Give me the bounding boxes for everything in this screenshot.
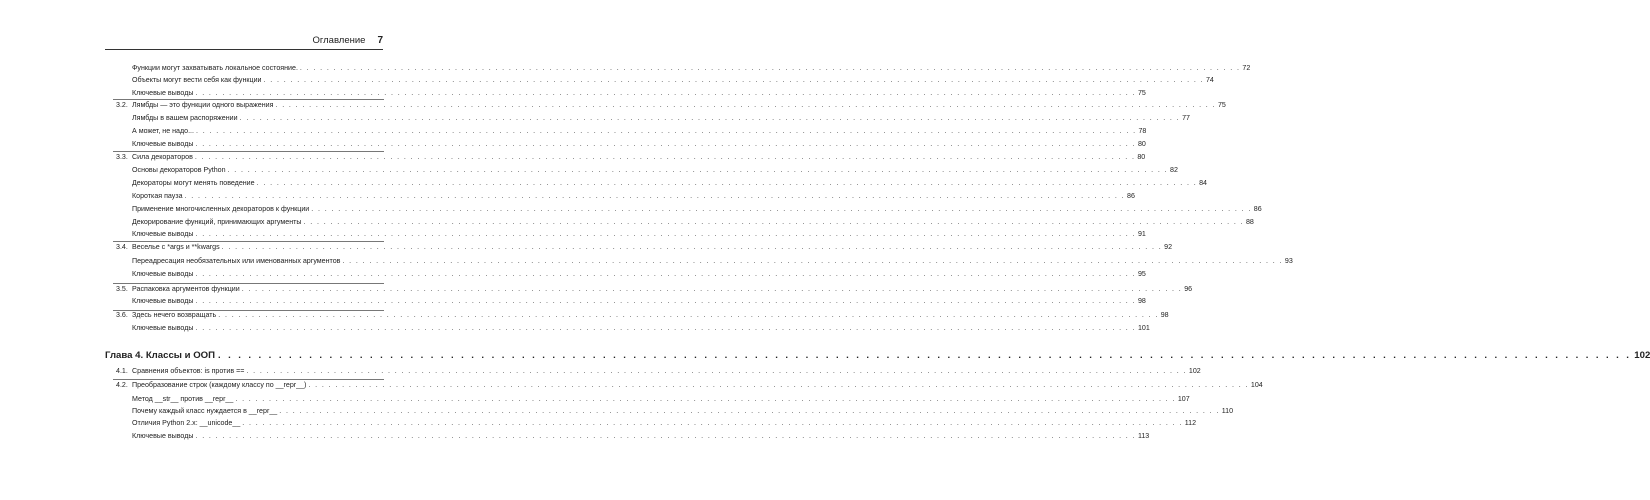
toc-leader-dots: . . . . . . . . . . . . . . . . . . . . . . . . . . . . . . . . . . . . . . . . . . . . . . . . . . . . . . . . . . . . . . . . . . . . . . . . . . . . . . . . . . . . . . . . . . . . . . . . . . . . . . . . . . . . . . . . . . . . . . . . . . . . . . . . . . . . . . . . . . . . [303,218,1244,226]
toc-entry-label: Основы декораторов Python [132,166,226,174]
toc-entry-label: Здесь нечего возвращать [132,311,217,319]
toc-leader-dots: . . . . . . . . . . . . . . . . . . . . . . . . . . . . . . . . . . . . . . . . . . . . . . . . . . . . . . . . . . . . . . . . . . . . . . . . . . . . . . . . . . . . . . . . . . . . . . . . . . . . . . . . . . . . . . . . . . . . . . . . . . . . . . . . . . . . . . . . . . . . [218,311,1159,319]
toc-separator [113,379,384,380]
toc-entry-label: Ключевые выводы [132,432,194,440]
toc-entry-page: 77 [1182,114,1190,122]
toc-entry-page: 113 [1137,432,1150,440]
toc-entry [132,165,1178,175]
toc-entry [116,100,1226,110]
toc-leader-dots: . . . . . . . . . . . . . . . . . . . . . . . . . . . . . . . . . . . . . . . . . . . . . . . . . . . . . . . . . . . . . . . . . . . . . . . . . . . . . . . . . . . . . . . . . . . . . . . . . . . . . . . . . . . . . . . . . . . . . . . . . . . . . . . . . . . . . . . . . . . . [195,297,1136,305]
toc-entry-number: 3.2. [116,101,128,109]
toc-entry-page: 72 [1242,64,1251,72]
toc-entry-page: 75 [1137,89,1146,97]
toc-leader-dots: . . . . . . . . . . . . . . . . . . . . . . . . . . . . . . . . . . . . . . . . . . . . . . . . . . . . . . . . . . . . . . . . . . . . . . . . . . . . . . . . . . . . . . . . . . . . . . . . . . . . . . . . . . . . . . . . . . . . . . . . . . . . . . . . . . . . . . . . . . . . [195,230,1136,238]
toc-entry-page: 93 [1284,257,1293,265]
toc-entry-label: Декораторы могут менять поведение [132,179,255,187]
toc-entry-page: 88 [1245,218,1254,226]
toc-entry [132,229,1146,239]
toc-entry-label: Метод __str__ против __repr__ [132,395,234,403]
toc-entry-label: Сравнения объектов: is против == [132,367,245,375]
chapter-heading [105,350,1650,361]
toc-leader-dots: . . . . . . . . . . . . . . . . . . . . . . . . . . . . . . . . . . . . . . . . . . . . . . . . . . . . . . . . . . . . . . . . . . . . . . . . . . . . . . . . . . . . . . . . . . . . . . . . . . . . . . . . . . . . . . . . . . . . . . . . . . . . . . . . . . . . . . . . . . . . [263,76,1204,84]
toc-entry-label: Ключевые выводы [132,89,194,97]
chapter-page: 102 [1634,350,1650,361]
toc-entry [116,152,1146,162]
toc-entry [116,310,1169,320]
toc-entry-page: 91 [1137,230,1146,238]
toc-entry-page: 86 [1253,205,1262,213]
toc-entry [132,139,1146,149]
toc-entry-page: 78 [1138,127,1147,135]
running-header-title: Оглавление [312,35,366,46]
toc-entry [132,126,1147,136]
toc-entry-label: Сила декораторов [132,153,193,161]
toc-leader-dots: . . . . . . . . . . . . . . . . . . . . . . . . . . . . . . . . . . . . . . . . . . . . . . . . . . . . . . . . . . . . . . . . . . . . . . . . . . . . . . . . . . . . . . . . . . . . . . . . . . . . . . . . . . . . . . . . . . . . . . . . . . . . . . . . . . . . . . . . . . . . [235,395,1176,403]
toc-entry [116,380,1263,390]
toc-leader-dots: . . . . . . . . . . . . . . . . . . . . . . . . . . . . . . . . . . . . . . . . . . . . . . . . . . . . . . . . . . . . . . . . . . . . . . . . . . . . . . . . . . . . . . . . . . . . . . . . . . . . . . . . . . . . . . . . . . . . . . . . . . . . . . . . . . . . . . . . . . . . [299,64,1241,72]
toc-entry-page: 80 [1137,153,1146,161]
toc-entry [132,191,1135,201]
toc-entry-label: Лямбды в вашем распоряжении [132,114,238,122]
toc-entry [132,323,1150,333]
toc-entry-page: 82 [1170,166,1178,174]
toc-entry-page: 96 [1184,285,1193,293]
toc-entry-number: 3.3. [116,153,128,161]
toc-entry-label: Преобразование строк (каждому классу по __repr__) [132,381,307,389]
toc-entry [132,178,1207,188]
toc-entry [132,431,1150,441]
toc-entry-page: 75 [1217,101,1226,109]
toc-entry-label: Декорирование функций, принимающих аргументы [132,218,302,226]
toc-entry-page: 102 [1188,367,1201,375]
toc-entry-page: 74 [1205,76,1214,84]
toc-leader-dots: . . . . . . . . . . . . . . . . . . . . . . . . . . . . . . . . . . . . . . . . . . . . . . . . . . . . . . . . . . . . . . . . . . . . . . . . . . . . . . . . . . . . . . . . . . . . . . . . . . . . . . . . . . . . . . . . . . . . . . . . . . . . . . . . . . . . . . . . . . . . [221,243,1163,251]
toc-separator [113,310,384,311]
toc-entry-label: Функции могут захватывать локальное состояние. [132,64,298,72]
toc-entry [132,256,1293,266]
toc-entry-label: Ключевые выводы [132,230,194,238]
toc-leader-dots: . . . . . . . . . . . . . . . . . . . . . . . . . . . . . . . . . . . . . . . . . . . . . . . . . . . . . . . . . . . . . . . . . . . . . . . . . . . . . . . . . . . . . . . . . . . . . . . . . . . . . . . . . . . . . . . . . . . . . . . . . . . . . . . . . . . . . . . . . . . . [195,432,1136,440]
toc-entry-number: 3.5. [116,285,128,293]
toc-entry [132,394,1190,404]
toc-entry-label: Отличия Python 2.x: __unicode__ [132,419,241,427]
toc-leader-dots: . . . . . . . . . . . . . . . . . . . . . . . . . . . . . . . . . . . . . . . . . . . . . . . . . . . . . . . . . . . . . . . . . . . . . . . . . . . . . . . . . . . . . . . . . . . . . . . . . . . . . . . . . . . . . . . . . . . . . . . . . . . . . . . . . . . . . . . . . . . . [196,127,1137,135]
toc-entry-page: 107 [1177,395,1190,403]
toc-leader-dots: . . . . . . . . . . . . . . . . . . . . . . . . . . . . . . . . . . . . . . . . . . . . . . . . . . . . . . . . . . . . . . . . . . . . . . . . . . . . . . . . . . . . . . . . . . . . . . . . . . . . . . . . . . . . . . . . . . . . . . . . . . . . . . . . . . . . . . . . . . . . [194,153,1136,161]
toc-leader-dots: . . . . . . . . . . . . . . . . . . . . . . . . . . . . . . . . . . . . . . . . . . . . . . . . . . . . . . . . . . . . . . . . . . . . . . . . . . . . . . . . . . . . . . . . . . . . . . . . . . . . . . . . . . . . . . . . . . . . . . . . . . . . . . . . . . . . . . . . . . . . [241,285,1183,293]
toc-leader-dots: . . . . . . . . . . . . . . . . . . . . . . . . . . . . . . . . . . . . . . . . . . . . . . . . . . . . . . . . . . . . . . . . . . . . . . . . . . . . . . . . . . . . . . . . . . . . . . . . . . . . . . . . . . . . . . . . . . . . . . . . . . . . . . . . . . . . . . . . . . . . [195,270,1136,278]
toc-leader-dots: . . . . . . . . . . . . . . . . . . . . . . . . . . . . . . . . . . . . . . . . . . . . . . . . . . . . . . . . . . . . . . . . . . . . . . . . . . . . . . . . . . . . . . . . . . . . . . . . . . . . . . . . . . . . . . . . . . . . . . . . . . . . . . . . . . . . . . . . . . . . [275,101,1216,109]
toc-entry [132,269,1146,279]
toc-entry [132,406,1234,416]
toc-entry-label: Применение многочисленных декораторов к функции [132,205,310,213]
toc-leader-dots: . . . . . . . . . . . . . . . . . . . . . . . . . . . . . . . . . . . . . . . . . . . . . . . . . . . . . . . . . . . . . . . . . . . . . . . . . . . . . . . . . . . . . . . . . . . . . . . . . . . . . . . . . . . . . . . . . . . . . . . . . . . . . . . . . . . . . . . . . . . . [342,257,1283,265]
toc-entry [132,88,1146,98]
toc-entry [116,284,1193,294]
toc-leader-dots: . . . . . . . . . . . . . . . . . . . . . . . . . . . . . . . . . . . . . . . . . . . . . . . . . . . . . . . . . . . . . . . . . . . . . . . . . . . . . . . . . . . . . . . . . . . . . . . . . . . . . . . . . . . . . . . . . . . . . . . . . . . . . . . . . . . . . . . . . . . . [195,89,1136,97]
toc-entry-page: 104 [1250,381,1263,389]
toc-leader-dots: . . . . . . . . . . . . . . . . . . . . . . . . . . . . . . . . . . . . . . . . . . . . . . . . . . . . . . . . . . . . . . . . . . . . . . . . . . . . . . . . . . . . . . . . . . . . . . . . . . . . . . . . . . . . . . . . . . . . . . . . . . . . . . . . . . . . . . . . . . . . [308,381,1249,389]
toc-entry [116,366,1201,376]
toc-entry-page: 84 [1199,179,1207,187]
toc-separator [113,99,384,100]
toc-separator [113,241,384,242]
toc-entry-label: Распаковка аргументов функции [132,285,240,293]
chapter-title: Глава 4. Классы и ООП [105,350,216,361]
toc-entry [132,113,1190,123]
toc-leader-dots: . . . . . . . . . . . . . . . . . . . . . . . . . . . . . . . . . . . . . . . . . . . . . . . . . . . . . . . . . . . . . . . . . . . . . . . . . . . . . . . . . . . . . . . . . . . . . . . . . . . . . . . . . . . . . . . . . . . . . . . . . . . . . . . . . . . . . . . . . . . . [256,179,1198,187]
toc-entry-label: Лямбды — это функции одного выражения [132,101,274,109]
toc-entry [132,217,1254,227]
toc-entry [132,204,1262,214]
toc-entry-label: Веселье с *args и **kwargs [132,243,220,251]
toc-leader-dots: . . . . . . . . . . . . . . . . . . . . . . . . . . . . . . . . . . . . . . . . . . . . . . . . . . . . . . . . . . . . . . . . . . . . . . . . . . . . . . . . . . . . . . . . . . . . . . . . . . . . . . . . . . . . . . . . . . . . . . . . . . . . . . . . . . . . . . . . . . . . [239,114,1181,122]
toc-entry-label: Ключевые выводы [132,324,194,332]
chapter-leader-dots: . . . . . . . . . . . . . . . . . . . . . . . . . . . . . . . . . . . . . . . . . . . . . . . . . . . . . . . . . . . . . . . . . . . . . . . . . . . . . . . . . . . . . . . . . . . . . . . . . . . . . . . . . . . . . . . . . . . . . . . . . . . . . . . . . . . . . . . . . . . . [218,350,1632,361]
running-header-page-number: 7 [377,35,383,46]
toc-separator [113,283,384,284]
toc-entry [132,296,1146,306]
toc-entry-label: Ключевые выводы [132,140,194,148]
toc-entry-label: Переадресация необязательных или именованных аргументов [132,257,341,265]
toc-entry-label: Почему каждый класс нуждается в __repr__ [132,407,278,415]
toc-leader-dots: . . . . . . . . . . . . . . . . . . . . . . . . . . . . . . . . . . . . . . . . . . . . . . . . . . . . . . . . . . . . . . . . . . . . . . . . . . . . . . . . . . . . . . . . . . . . . . . . . . . . . . . . . . . . . . . . . . . . . . . . . . . . . . . . . . . . . . . . . . . . [195,324,1136,332]
toc-entry-page: 80 [1137,140,1146,148]
toc-entry-number: 4.2. [116,381,128,389]
toc-entry-label: Короткая пауза [132,192,183,200]
toc-entry-page: 86 [1127,192,1135,200]
toc-entry-label: Объекты могут вести себя как функции [132,76,262,84]
toc-leader-dots: . . . . . . . . . . . . . . . . . . . . . . . . . . . . . . . . . . . . . . . . . . . . . . . . . . . . . . . . . . . . . . . . . . . . . . . . . . . . . . . . . . . . . . . . . . . . . . . . . . . . . . . . . . . . . . . . . . . . . . . . . . . . . . . . . . . . . . . . . . . . [246,367,1187,375]
toc-entry-page: 101 [1137,324,1150,332]
toc-entry-number: 4.1. [116,367,128,375]
toc-leader-dots: . . . . . . . . . . . . . . . . . . . . . . . . . . . . . . . . . . . . . . . . . . . . . . . . . . . . . . . . . . . . . . . . . . . . . . . . . . . . . . . . . . . . . . . . . . . . . . . . . . . . . . . . . . . . . . . . . . . . . . . . . . . . . . . . . . . . . . . . . . . . [227,166,1169,174]
toc-entry [116,242,1173,252]
toc-leader-dots: . . . . . . . . . . . . . . . . . . . . . . . . . . . . . . . . . . . . . . . . . . . . . . . . . . . . . . . . . . . . . . . . . . . . . . . . . . . . . . . . . . . . . . . . . . . . . . . . . . . . . . . . . . . . . . . . . . . . . . . . . . . . . . . . . . . . . . . . . . . . [195,140,1136,148]
toc-entry [132,75,1214,85]
toc-entry-page: 98 [1160,311,1169,319]
toc-leader-dots: . . . . . . . . . . . . . . . . . . . . . . . . . . . . . . . . . . . . . . . . . . . . . . . . . . . . . . . . . . . . . . . . . . . . . . . . . . . . . . . . . . . . . . . . . . . . . . . . . . . . . . . . . . . . . . . . . . . . . . . . . . . . . . . . . . . . . . . . . . . . [279,407,1220,415]
toc-entry-page: 95 [1137,270,1146,278]
toc-entry-number: 3.6. [116,311,128,319]
toc-entry-page: 98 [1137,297,1146,305]
toc-leader-dots: . . . . . . . . . . . . . . . . . . . . . . . . . . . . . . . . . . . . . . . . . . . . . . . . . . . . . . . . . . . . . . . . . . . . . . . . . . . . . . . . . . . . . . . . . . . . . . . . . . . . . . . . . . . . . . . . . . . . . . . . . . . . . . . . . . . . . . . . . . . . [242,419,1183,427]
toc-entry-page: 92 [1164,243,1173,251]
toc-entry-page: 110 [1221,407,1234,415]
toc-leader-dots: . . . . . . . . . . . . . . . . . . . . . . . . . . . . . . . . . . . . . . . . . . . . . . . . . . . . . . . . . . . . . . . . . . . . . . . . . . . . . . . . . . . . . . . . . . . . . . . . . . . . . . . . . . . . . . . . . . . . . . . . . . . . . . . . . . . . . . . . . . . . [311,205,1252,213]
toc-entry-label: Ключевые выводы [132,270,194,278]
toc-entry-number: 3.4. [116,243,128,251]
toc-entry-page: 112 [1184,419,1197,427]
toc-leader-dots: . . . . . . . . . . . . . . . . . . . . . . . . . . . . . . . . . . . . . . . . . . . . . . . . . . . . . . . . . . . . . . . . . . . . . . . . . . . . . . . . . . . . . . . . . . . . . . . . . . . . . . . . . . . . . . . . . . . . . . . . . . . . . . . . . . . . . . . . . . . . [184,192,1126,200]
toc-entry-label: Ключевые выводы [132,297,194,305]
toc-entry [132,63,1251,73]
toc-entry-label: А может, не надо... [132,127,194,135]
toc-entry [132,418,1197,428]
toc-separator [113,151,384,152]
